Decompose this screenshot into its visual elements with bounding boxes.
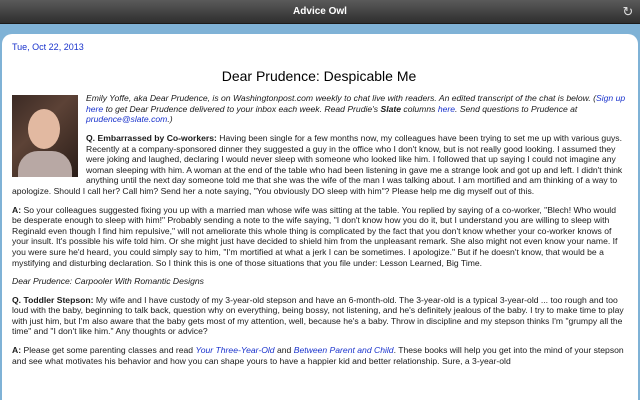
related-subhead: Dear Prudence: Carpooler With Romantic Designs: [12, 276, 204, 287]
intro-text-2: to get Dear Prudence delivered to your inbox each week. Read Prudie's: [103, 103, 381, 114]
answer-2-text-1: Please get some parenting classes and read: [21, 345, 196, 356]
question-1: [12, 133, 626, 197]
intro-paragraph: [12, 93, 626, 125]
question-2-text: My wife and I have custody of my 3-year-old stepson and have an 6-month-old. The 3-year-old is a typical 3-year-old ... too rough and too loud with the baby, beginning to talk back, question why on everything, being bossy, not listening, and he's definitely jealous of the baby. I try to make time to play with just him, but I'm also aware that the baby gets most of my attention, well, because he's a baby. Throw in discipline and my stepson thinks I'm "grumpy all the time" and "I don't like him." Any thoughts or advice?: [12, 294, 624, 337]
author-photo-body: [18, 151, 72, 177]
answer-2: [12, 345, 626, 366]
answer-2-text-2: and: [274, 345, 294, 356]
intro-text-3: columns: [401, 103, 438, 114]
article-panel[interactable]: [2, 34, 638, 400]
columns-link[interactable]: here: [437, 103, 456, 114]
question-1-text: Having been single for a few months now, my colleagues have been trying to set me up with various guys. Recently at a company-sponsored dinner they suggested a guy in the office who I don't know, but is not really good looking. I assumed they were joking and laughed, declaring I would never sleep with someone who looked like him. I followed that up saying I could not imagine any woman sleeping with him. A woman at the end of the table who had been listening in gave me a strange look and got up and left. I didn't think anything until the next day someone told me that she was the wife of the man I was talking about. I am mortified and am thinking of a way to apologize. Should I call her? Call him? Send her a note saying, "You obviously DO sleep with him"? Please help me dig myself out of this.: [12, 132, 623, 196]
question-1-label: Q. Embarrassed by Co-workers:: [86, 132, 217, 143]
answer-2-label: A:: [12, 345, 22, 356]
intro-text-5: .): [167, 114, 173, 125]
article-date: Tue, Oct 22, 2013: [12, 42, 84, 52]
article-title: Dear Prudence: Despicable Me: [221, 67, 417, 84]
article-content: [12, 42, 626, 374]
intro-text-4: . Send questions to Prudence at: [455, 103, 578, 114]
sign-up-link[interactable]: Sign up here: [86, 93, 626, 114]
intro-text-1: Emily Yoffe, aka Dear Prudence, is on Washingtonpost.com weekly to chat live with readers. An edited transcript of the chat is below. (: [86, 93, 596, 104]
question-2-label: Q. Toddler Stepson:: [12, 294, 94, 305]
question-2: [12, 295, 626, 337]
book-link-2[interactable]: Between Parent and Child: [293, 345, 394, 356]
book-link-1[interactable]: Your Three-Year-Old: [195, 345, 275, 356]
answer-2-text-3: . These books will help you get into the mind of your stepson and see what motivates his behavior and how you can shape yours to have a happier kid and better relationship. Sure, a 3-year-old: [12, 345, 624, 366]
answer-1-text: So your colleagues suggested fixing you up with a married man whose wife was sitting at the table. You replied by saying of a co-worker, "Blech! Who would be desperate enough to sleep with him!" Probably sending a note to the wife saying, "I don't know how you do it, but I understand you are willing to sleep with Reginald even though I find him repulsive," will not ameliorate this whole thing is complicated by the fact that you don't know whether your co-worker knows of your insult. It's possible his wife told him. Or she might just have decided to shield him from the unpleasant remark. She also might not even know your name. If you were sure he'd heard, you could simply say to him, "I'm mortified at what a jerk I can be sometimes. I apologize." But if he doesn't know, that would be a mystifying and disturbing declaration. So I think this is one of those situations that you file under: Lesson Learned, Big Time.: [12, 204, 618, 268]
answer-1: [12, 205, 626, 269]
app-title: Advice Owl: [293, 6, 347, 17]
email-link[interactable]: prudence@slate.com: [86, 114, 168, 125]
answer-1-label: A:: [12, 204, 22, 215]
author-photo-face: [28, 109, 60, 149]
title-bar: [0, 0, 640, 24]
slate-label: Slate: [380, 103, 402, 114]
author-photo: [12, 95, 78, 177]
refresh-icon[interactable]: ↻: [622, 4, 634, 19]
